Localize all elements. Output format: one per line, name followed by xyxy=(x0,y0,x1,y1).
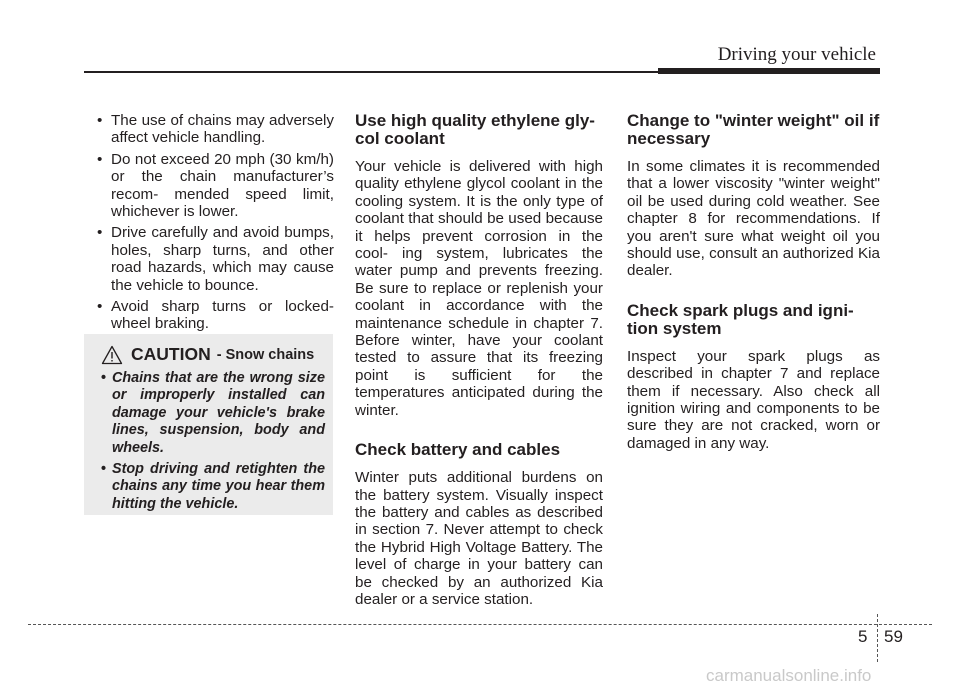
section-body: Winter puts additional burdens on the battery system. Visually inspect the battery and cables as described in section 7. Never attempt to check the Hybrid High Voltage Battery. The level of charge in your battery can be checked by an authorized Kia dealer or a service station. xyxy=(355,469,603,608)
list-item: • Drive carefully and avoid bumps, holes, sharp turns, and other road hazards, which may cause the vehicle to bounce. xyxy=(84,224,334,294)
column-right xyxy=(627,112,880,452)
caution-box xyxy=(84,334,333,515)
footer-rule xyxy=(28,624,932,625)
list-item: • Avoid sharp turns or locked-wheel braking. xyxy=(84,298,334,333)
caution-list xyxy=(96,370,325,513)
list-item: • The use of chains may adversely affect vehicle handling. xyxy=(84,112,334,147)
column-middle xyxy=(355,112,603,608)
header-rule-accent xyxy=(658,68,880,74)
section-body: Your vehicle is delivered with high quality ethylene glycol coolant in the cooling system. It is the only type of coolant that should be used because it helps prevent corrosion in the cool- ing system, lubricates the water pump and prevents freezing. Be sure to replace or replenish your coolant in accordance with the maintenance schedule in chapter 7. Before winter, have your coolant tested to assure that its freezing point is sufficient for the temperatures anticipated during the winter. xyxy=(355,158,603,419)
section-heading: Use high quality ethylene gly- col coolant xyxy=(355,111,595,148)
section-heading: Check battery and cables xyxy=(355,440,561,460)
running-header: Driving your vehicle xyxy=(717,44,876,65)
section-body: In some climates it is recommended that a lower viscosity "winter weight" oil be used during cold weather. See chapter 8 for recommendations. If you aren't sure what weight oil you should use, consult an authorized Kia dealer. xyxy=(627,158,880,280)
list-item: • Stop driving and retighten the chains any time you hear them hitting the vehicle. xyxy=(96,461,325,513)
chain-tips-list xyxy=(84,112,334,333)
section-heading: Check spark plugs and igni- tion system xyxy=(627,300,854,338)
list-item: • Do not exceed 20 mph (30 km/h) or the chain manufacturer’s recom- mended speed limit, whichever is lower. xyxy=(84,151,334,221)
page-number-separator xyxy=(877,614,878,662)
caution-header xyxy=(101,344,325,365)
caution-label: CAUTION xyxy=(131,344,211,364)
section-body: Inspect your spark plugs as described in chapter 7 and replace them if necessary. Also check all ignition wiring and components to be sure they are not cracked, worn or damaged in any way. xyxy=(627,347,880,452)
list-item: • Chains that are the wrong size or improperly installed can damage your vehicle's brake lines, suspension, body and wheels. xyxy=(96,370,325,457)
section-heading: Change to "winter weight" oil if necessary xyxy=(627,111,880,148)
chapter-number: 5 xyxy=(858,627,868,646)
caution-subtitle: - Snow chains xyxy=(216,346,315,363)
column-left xyxy=(84,112,334,337)
watermark: carmanualsonline.info xyxy=(706,666,872,685)
warning-triangle-icon xyxy=(101,345,123,365)
page-number: 59 xyxy=(884,627,903,646)
